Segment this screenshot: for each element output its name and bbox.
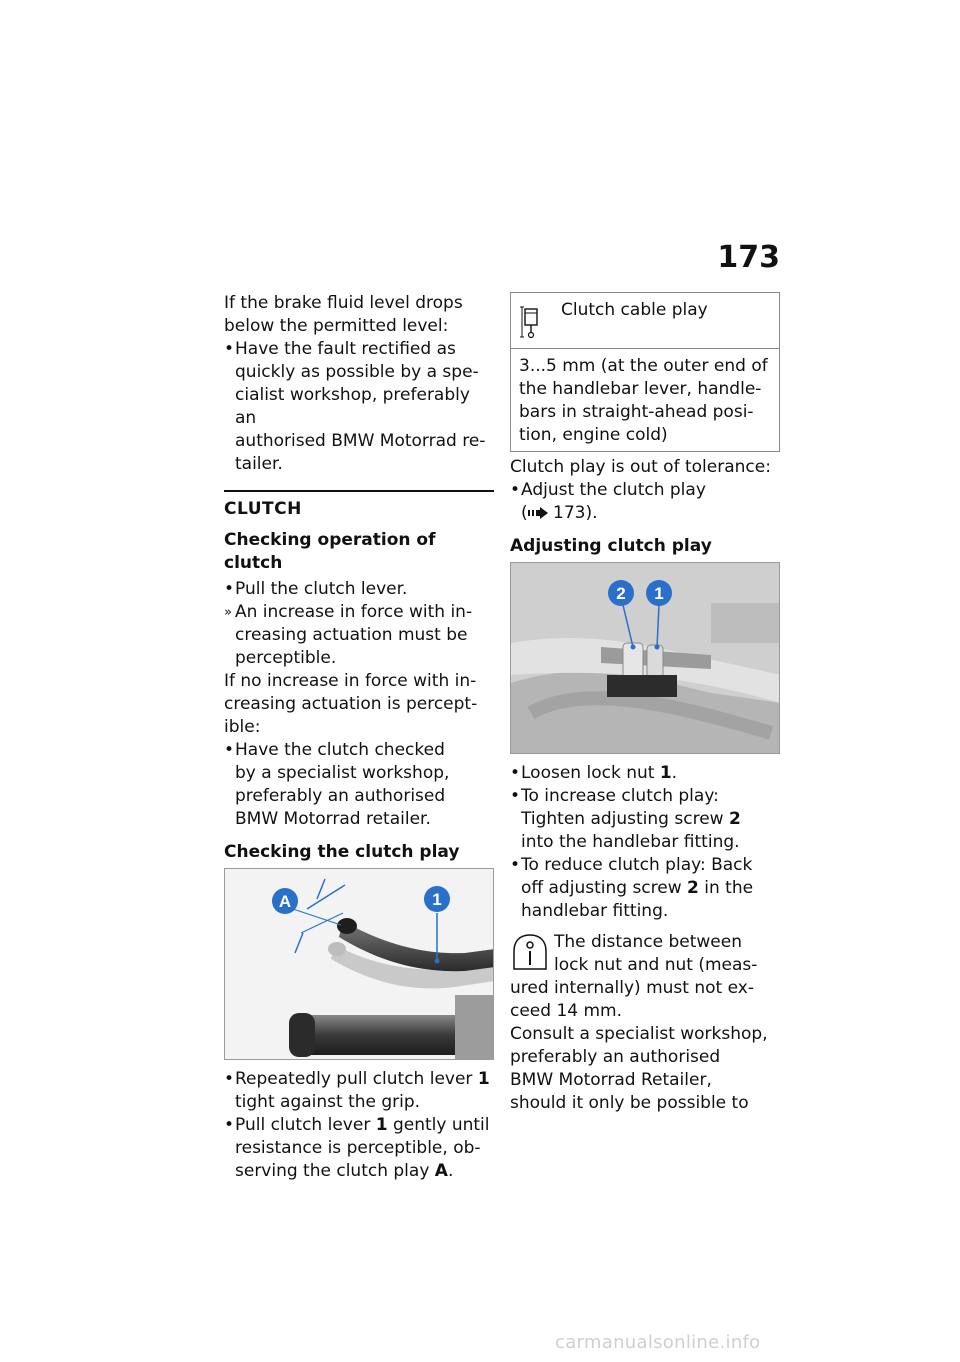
bullet-icon: • xyxy=(224,339,235,359)
clutch-adjuster-figure xyxy=(510,562,780,754)
right-column: Clutch cable play 3...5 mm (at the outer end of the handlebar lever, handle- bars in straight-ahead posi- tion, engine cold) Clutch play is out of tolerance: • Adjust the clutch play ( 173). Adjusting clutch play 2 1 • Loosen lock nut 1. • To increase clutch play: Tighten adjusting screw 2 into the handlebar fitting. • To reduce clutch play: Back off adjusting screw 2 in the handlebar fitting. The distance between lock nut and nut (meas- ured internally) must not ex- ceed 14 mm. Consult a specialist workshop, preferably an authorised BMW Motorrad Retailer, should it only be possible to xyxy=(510,292,780,1115)
watermark: carmanualsonline.info xyxy=(555,1332,761,1353)
info-note-icon xyxy=(510,931,550,975)
spec-table xyxy=(510,292,780,452)
clutch-lever-figure xyxy=(224,868,494,1060)
intro-line: If the brake fluid level drops xyxy=(224,293,463,313)
list-item: • To increase clutch play: Tighten adjusting screw 2 into the handlebar fitting. xyxy=(510,786,741,852)
page-reference-link[interactable]: ( 173). xyxy=(521,503,598,523)
list-item: • To reduce clutch play: Back off adjusting screw 2 in the handlebar fitting. xyxy=(510,855,754,921)
callout-a-label: A xyxy=(278,892,292,911)
bullet-icon: • xyxy=(224,579,235,599)
left-column: If the brake fluid level drops below the permitted level: • Have the fault rectified as quickly as possible by a spe- cialist workshop, preferably an authorised BMW Motorrad re- tailer. CLUTCH Checking operation of clutch • Pull the clutch lever. » An increase in force with in- creasing actuation must be perceptible. If no increase in force with in- creasing actuation is percept- ible: • Have the clutch checked by a specialist workshop, preferably an authorised BMW Motorrad retailer. Checking the clutch play A 1 • Repeatedly pull clutch lever 1 tight against the grip. • Pull clutch lever 1 gently until resistance is perceptible, ob- serving the clutch play A. xyxy=(224,292,494,1183)
page-number: 173 xyxy=(717,240,780,275)
list-item: • Have the clutch checked by a specialist workshop, preferably an authorised BMW Motorrad retailer. xyxy=(224,740,450,829)
subheading: Checking the clutch play xyxy=(224,842,460,862)
callout-1-label: 1 xyxy=(432,890,442,909)
subheading: Adjusting clutch play xyxy=(510,536,712,556)
bullet-icon: • xyxy=(510,763,521,783)
bullet-icon: • xyxy=(510,480,521,500)
list-item: • Loosen lock nut 1. xyxy=(510,763,678,783)
bullet-icon: • xyxy=(224,740,235,760)
section-title: CLUTCH xyxy=(224,499,302,519)
list-item: • Have the fault rectified as quickly as possible by a spe- cialist workshop, preferably an authorised BMW Motorrad re- tailer. xyxy=(224,339,486,474)
subheading: Checking operation of clutch xyxy=(224,530,436,573)
result-item: » An increase in force with in- creasing actuation must be perceptible. xyxy=(224,602,473,668)
bullet-icon: • xyxy=(224,1069,235,1089)
spec-value: 3...5 mm (at the outer end of the handlebar lever, handle- bars in straight-ahead posi- tion, engine cold) xyxy=(519,356,768,445)
spec-header xyxy=(511,293,779,349)
spec-label: Clutch cable play xyxy=(561,300,708,320)
list-item: • Repeatedly pull clutch lever 1 tight against the grip. xyxy=(224,1069,490,1112)
section-divider xyxy=(224,490,494,492)
bullet-icon: • xyxy=(510,855,521,875)
clutch-adjuster-illustration xyxy=(511,563,780,754)
list-item: • Pull the clutch lever. xyxy=(224,579,408,599)
page-reference-arrow-icon xyxy=(528,507,548,519)
intro-line: below the permitted level: xyxy=(224,316,449,336)
bullet-icon: • xyxy=(224,1115,235,1135)
result-arrow-icon: » xyxy=(224,605,232,620)
callout-1-label: 1 xyxy=(654,584,664,603)
clutch-lever-illustration xyxy=(225,869,494,1060)
note-block: The distance between lock nut and nut (meas- ured internally) must not ex- ceed 14 mm. xyxy=(510,932,758,1021)
bullet-icon: • xyxy=(510,786,521,806)
list-item: • Adjust the clutch play ( 173). xyxy=(510,479,780,525)
list-item: • Pull clutch lever 1 gently until resistance is perceptible, ob- serving the clutch play A. xyxy=(224,1115,490,1181)
callout-2-label: 2 xyxy=(616,584,626,603)
dimension-gauge-icon xyxy=(519,299,545,339)
